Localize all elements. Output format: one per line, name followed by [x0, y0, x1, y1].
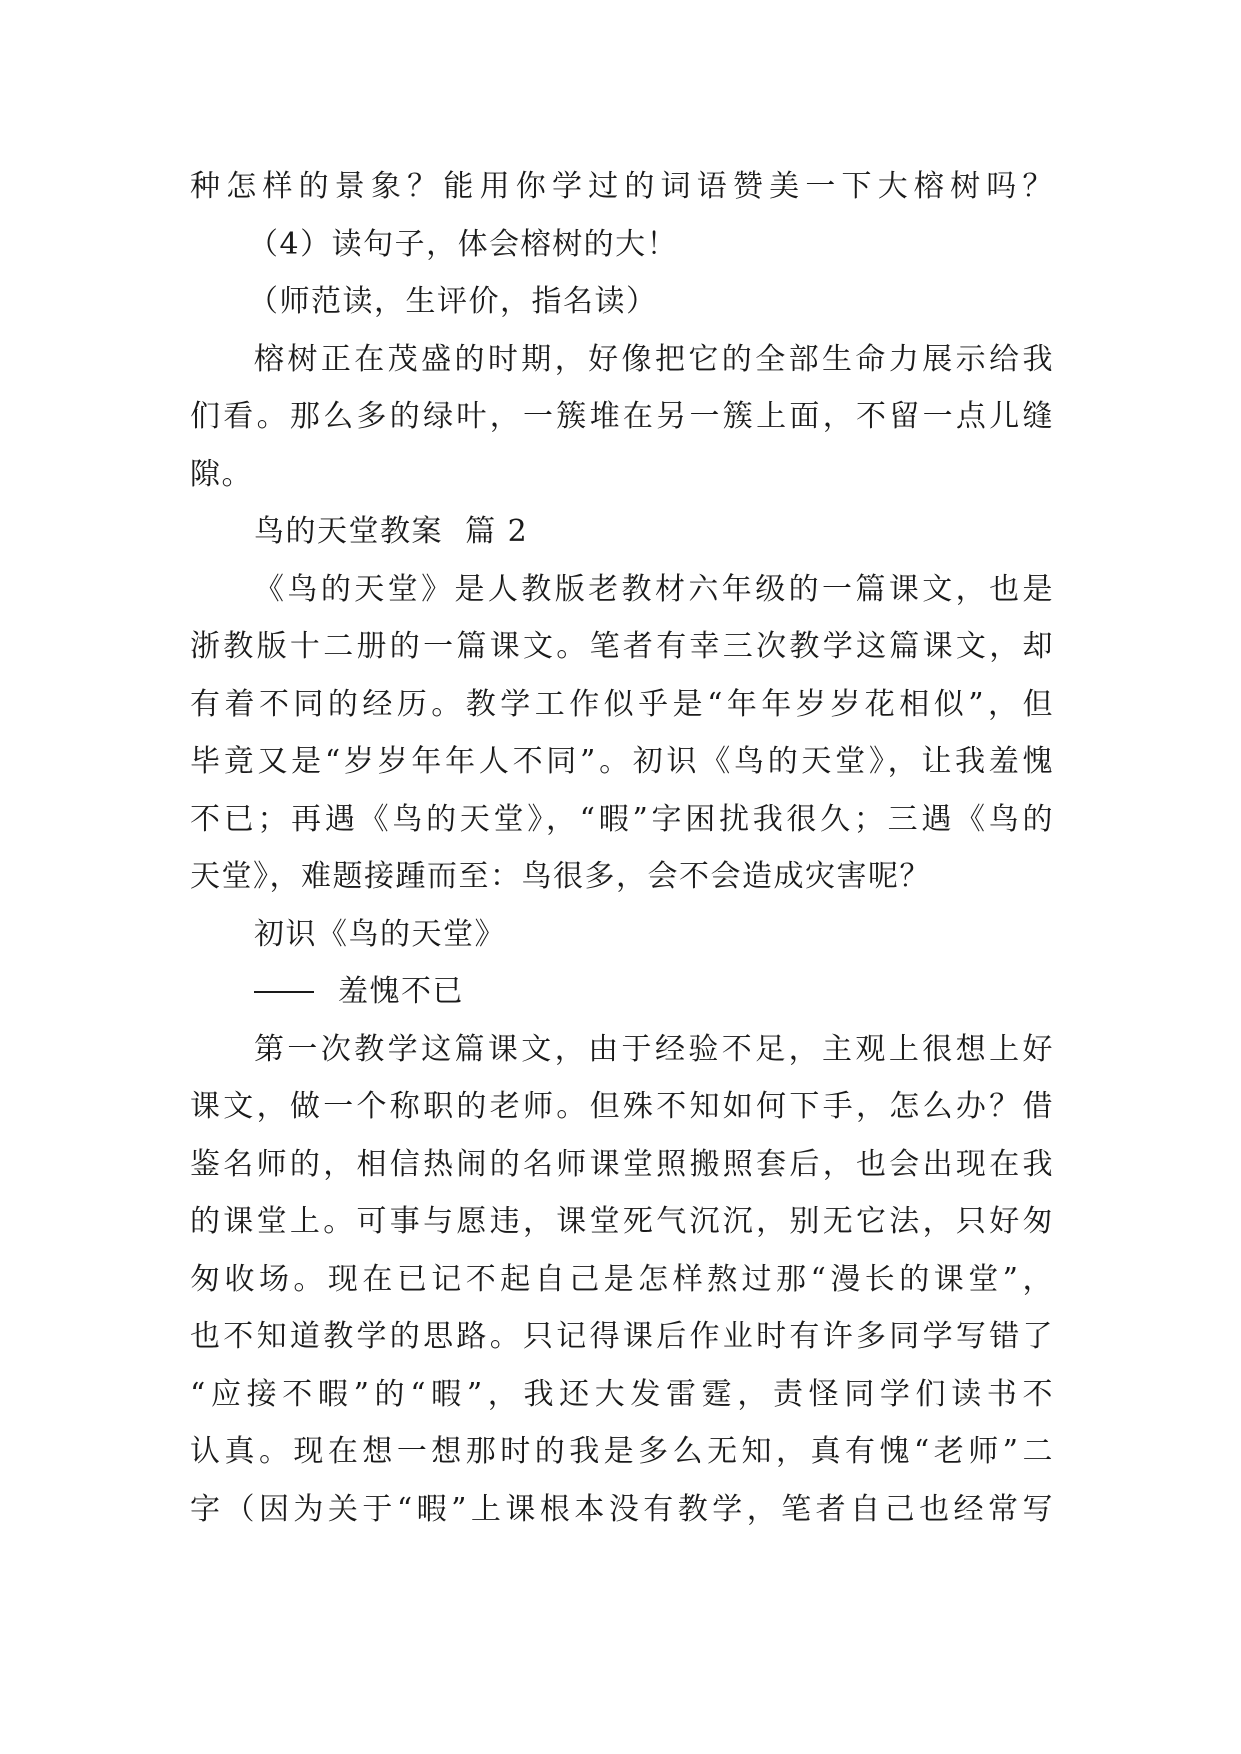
subsection-heading: 初识《鸟的天堂》	[254, 916, 506, 952]
text-line: 也不知道教学的思路。只记得课后作业时有许多同学写错了	[190, 1319, 1054, 1354]
text-line: 认真。现在想一想那时的我是多么无知，真有愧“老师”二	[190, 1434, 1054, 1469]
paragraph-start: 第一次教学这篇课文，由于经验不足，主观上很想上好	[254, 1031, 1054, 1067]
text-line: 天堂》，难题接踵而至：鸟很多，会不会造成灾害呢？	[190, 859, 931, 894]
text-line: （师范读，生评价，指名读）	[248, 284, 658, 319]
text-line: 的课堂上。可事与愿违，课堂死气沉沉，别无它法，只好匆	[190, 1204, 1054, 1239]
paragraph-start: 榕树正在茂盛的时期，好像把它的全部生命力展示给我	[254, 341, 1054, 377]
text-line: 毕竟又是“岁岁年年人不同”。初识《鸟的天堂》，让我羞愧	[190, 744, 1054, 779]
text-line: 字（因为关于“暇”上课根本没有教学，笔者自己也经常写	[190, 1491, 1054, 1527]
document-body	[190, 158, 1054, 1538]
text-line: 鉴名师的，相信热闹的名师课堂照搬照套后，也会出现在我	[190, 1146, 1054, 1182]
text-line: 课文，做一个称职的老师。但殊不知如何下手，怎么办？借	[190, 1089, 1054, 1124]
em-dash-rule	[254, 991, 314, 993]
text-line: 种怎样的景象？能用你学过的词语赞美一下大榕树吗？	[190, 169, 1054, 204]
text-line: “应接不暇”的“暇”，我还大发雷霆，责怪同学们读书不	[190, 1376, 1054, 1412]
subsection-subtitle	[190, 963, 1054, 1021]
subtitle-text: 羞愧不已	[338, 974, 464, 1009]
text-line: 们看。那么多的绿叶，一簇堆在另一簇上面，不留一点儿缝	[190, 399, 1054, 434]
text-line: 隙。	[190, 456, 253, 492]
text-line: 不已；再遇《鸟的天堂》，“暇”字困扰我很久；三遇《鸟的	[190, 801, 1054, 837]
text-line: 浙教版十二册的一篇课文。笔者有幸三次教学这篇课文，却	[190, 629, 1054, 664]
text-line: （4）读句子，体会榕树的大！	[248, 226, 679, 262]
text-line: 有着不同的经历。教学工作似乎是“年年岁岁花相似”，但	[190, 686, 1054, 722]
section-heading: 鸟的天堂教案 篇 2	[254, 514, 529, 549]
paragraph-start: 《鸟的天堂》是人教版老教材六年级的一篇课文，也是	[254, 571, 1054, 607]
text-line: 匆收场。现在已记不起自己是怎样熬过那“漫长的课堂”，	[190, 1261, 1054, 1297]
